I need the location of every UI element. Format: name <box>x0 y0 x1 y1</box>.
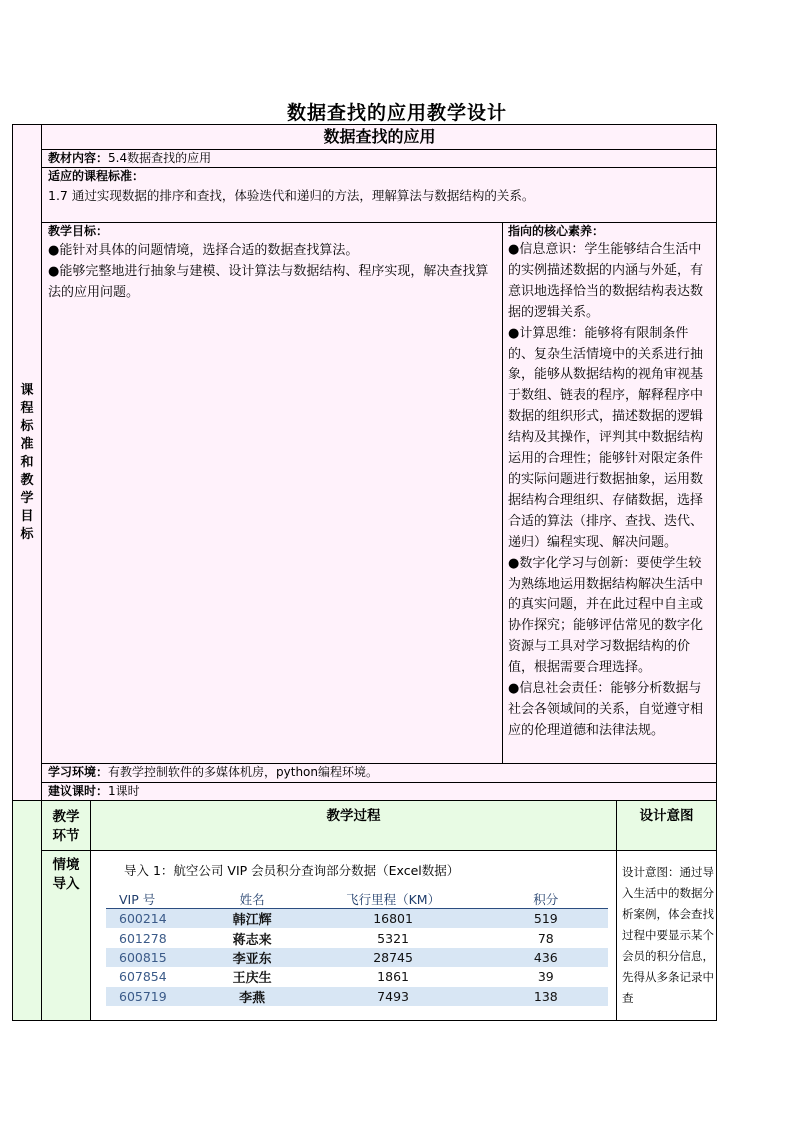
env-label: 学习环境： <box>48 765 109 779</box>
literacy-list <box>508 240 712 742</box>
literacy-item: ●信息意识：学生能够结合生活中的实例描述数据的内涵与外延，有意识地选择恰当的数据结构表达数据的逻辑关系。 <box>508 242 704 320</box>
design-note: 设计意图：通过导入生活中的数据分析案例，体会查找过程中要显示某个会员的积分信息，先得从多条记录中查 <box>622 865 714 1005</box>
table-cell: 5321 <box>303 928 484 947</box>
hours-label: 建议课时： <box>48 784 109 798</box>
goals-label: 教学目标： <box>48 224 109 238</box>
hours-value: 1课时 <box>108 784 140 798</box>
standard-text: 1.7 通过实现数据的排序和查找，体验迭代和递归的方法，理解算法与数据结构的关系。 <box>48 188 535 203</box>
table-header: 姓名 <box>202 889 303 909</box>
table-cell: 607854 <box>106 967 202 986</box>
table-cell: 78 <box>484 928 608 947</box>
table-cell: 600214 <box>106 909 202 929</box>
literacy-label: 指向的核心素养： <box>508 224 605 238</box>
section-side-label: 课程标准和教学目标 <box>20 383 34 542</box>
table-cell: 519 <box>484 909 608 929</box>
goal-item: ●能够完整地进行抽象与建模、设计算法与数据结构、程序实现，解决查找算法的应用问题。 <box>48 264 489 300</box>
table-header-row <box>106 889 608 909</box>
literacy-item: ●信息社会责任：能够分析数据与社会各领域间的关系，自觉遵守相应的伦理道德和法律法规。 <box>508 681 704 738</box>
goals-list <box>48 240 496 303</box>
literacy-item: ●数字化学习与创新：要使学生较为熟练地运用数据结构解决生活中的真实问题，并在此过程中自主或协作探究；能够评估常见的数字化资源与工具对学习数据结构的价值，根据需要合理选择。 <box>508 555 704 676</box>
literacy-item: ●计算思维：能够将有限制条件的、复杂生活情境中的关系进行抽象，能够从数据结构的视角审视基于数组、链表的程序，解释程序中数据的组织形式，描述数据的逻辑结构及其操作，评判其中数据结构运用的合理性；能够针对限定条件的实际问题进行数据抽象，运用数据结构合理组织、存储数据，选择合适的算法（排序、查找、迭代、递归）编程实现、解决问题。 <box>508 325 704 550</box>
intro-text: 导入 1：航空公司 VIP 会员积分查询部分数据（Excel数据） <box>124 863 460 878</box>
env-row <box>48 762 378 783</box>
document-title: 数据查找的应用教学设计 <box>286 102 507 124</box>
table-row <box>106 928 608 947</box>
table-cell: 605719 <box>106 987 202 1006</box>
table-header: VIP 号 <box>106 889 202 909</box>
vip-table <box>106 889 608 1006</box>
stage-label: 情境导入 <box>52 857 80 892</box>
env-value: 有教学控制软件的多媒体机房，python编程环境。 <box>108 765 378 779</box>
section-header: 数据查找的应用 <box>323 127 436 146</box>
table-cell: 李亚东 <box>202 948 303 967</box>
table-cell: 韩江辉 <box>202 909 303 929</box>
table-cell: 600815 <box>106 948 202 967</box>
table-row <box>106 948 608 967</box>
table-cell: 436 <box>484 948 608 967</box>
standard-label: 适应的课程标准： <box>48 169 145 183</box>
table-header: 积分 <box>484 889 608 909</box>
table-cell: 王庆生 <box>202 967 303 986</box>
col-intent-header: 设计意图 <box>639 808 694 824</box>
col-stage-header: 教学环节 <box>52 809 80 844</box>
material-label: 教材内容： <box>48 151 109 165</box>
table-cell: 28745 <box>303 948 484 967</box>
table-row <box>106 987 608 1006</box>
table-cell: 李燕 <box>202 987 303 1006</box>
table-cell: 138 <box>484 987 608 1006</box>
table-cell: 16801 <box>303 909 484 929</box>
hours-row <box>48 781 140 802</box>
table-cell: 39 <box>484 967 608 986</box>
table-row <box>106 967 608 986</box>
table-cell: 601278 <box>106 928 202 947</box>
table-cell: 1861 <box>303 967 484 986</box>
table-row <box>106 909 608 929</box>
material-value: 5.4数据查找的应用 <box>108 151 212 165</box>
table-cell: 蒋志来 <box>202 928 303 947</box>
table-cell: 7493 <box>303 987 484 1006</box>
goal-item: ●能针对具体的问题情境，选择合适的数据查找算法。 <box>48 243 359 258</box>
col-process-header: 教学过程 <box>326 808 381 824</box>
table-header: 飞行里程（KM） <box>303 889 484 909</box>
